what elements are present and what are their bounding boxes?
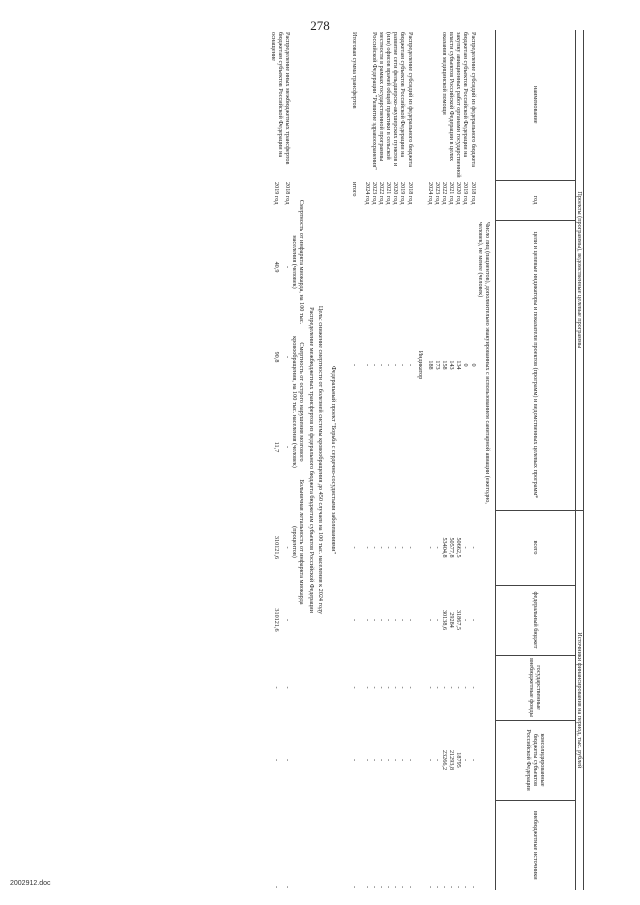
extra-cell: -	[350, 885, 358, 889]
extra-cell: -	[406, 885, 414, 889]
extra-cell: -	[426, 885, 434, 889]
regional-cell: -	[469, 758, 477, 762]
ind1-cell: -	[284, 265, 291, 269]
funds-cell: -	[455, 686, 463, 689]
indicator-hospital-lethality: Больничная летальность от инфаркта миокарда (процентов)	[291, 479, 306, 605]
indicator-text: Число лиц (пациентов), дополнительно эвакуированных с использованием санитарной авиации (ежегодно, человек), не менее (человек)	[476, 222, 491, 504]
goal-cell: -	[363, 363, 371, 367]
page-number: 278	[310, 18, 330, 33]
federal-cell: -	[385, 618, 393, 622]
funds-cell: -	[448, 686, 456, 689]
federal-cell: -	[434, 618, 441, 622]
federal-cell: 29284	[448, 612, 456, 628]
federal-cell: 31867,5	[455, 609, 463, 631]
year-cell: 2021 год	[385, 182, 393, 205]
year-cell: 2022 год	[441, 182, 449, 205]
regional-cell: -	[371, 758, 378, 762]
ind3-cell: -	[284, 445, 291, 449]
goal-cell: 134	[455, 360, 463, 370]
year-cell: итого	[350, 182, 358, 197]
funds-cell: -	[392, 686, 400, 689]
project-goal: Цель: снижение смертности от болезней системы кровообращения до 450 случаев на 100 тыс. населения к 2024 году	[317, 305, 325, 615]
goal-cell: -	[350, 363, 358, 367]
goal-cell: -	[392, 363, 400, 367]
goal-cell: 143	[448, 360, 456, 370]
extra-cell: -	[441, 885, 449, 889]
year-cell: 2023 год	[434, 182, 441, 205]
goal-cell: 158	[441, 360, 449, 370]
total-cell: 53404,8	[441, 537, 449, 558]
header-regional: консолидированные бюджеты субъектов Российской Федерации	[495, 720, 575, 800]
rotated-table-page	[24, 30, 584, 890]
goal-cell: 0	[469, 363, 477, 367]
block2-name: Распределение субсидий из федерального бюджета бюджетам субъектов Российской Федерации на развитие сети фельдшерско-акушерских пунктов и (или) офисов врачей общей практики в сельской местности в рамках государственной программы Российской Федерации "Развитие здравоохранения"	[371, 32, 414, 170]
indicator-stroke-mortality: Смертность от острого нарушения мозгового кровообращения, на 100 тыс. населения (человек)	[291, 336, 306, 468]
extra-cell: -	[455, 885, 463, 889]
year-cell: 2021 год	[448, 182, 456, 205]
regional-cell: 21293,8	[448, 749, 456, 771]
goal-cell: -	[371, 363, 378, 367]
federal-cell: -	[363, 618, 371, 622]
indicator-values	[280, 220, 291, 510]
federal-cell: 310121,6	[273, 608, 281, 632]
total-cell: -	[426, 546, 434, 549]
regional-cell: 18795	[455, 752, 463, 768]
ind2-cell: 90,8	[273, 351, 281, 363]
funds-cell: -	[371, 686, 378, 689]
funds-cell: -	[378, 686, 386, 689]
regional-cell: -	[385, 758, 393, 762]
goal-cell: -	[385, 363, 393, 367]
header-extra: внебюджетные источники	[495, 800, 575, 890]
goal-cell: 188	[426, 360, 434, 370]
federal-cell: -	[284, 618, 291, 622]
funds-cell: -	[406, 686, 414, 689]
total-cell: 50577,8	[448, 537, 456, 558]
funds-cell: -	[273, 686, 281, 689]
federal-cell: -	[406, 618, 414, 622]
federal-cell: -	[378, 618, 386, 622]
year-cell: 2019 год	[399, 182, 407, 205]
funds-cell: -	[441, 686, 449, 689]
goal-cell: 0	[462, 363, 470, 367]
funds-cell: -	[363, 686, 371, 689]
federal-cell: -	[371, 618, 378, 622]
extra-cell: -	[462, 885, 470, 889]
ind2-cell: -	[284, 355, 291, 359]
extra-cell: -	[371, 885, 378, 889]
funds-cell: -	[469, 686, 477, 689]
year-cell: 2023 год	[371, 182, 378, 205]
block1-name: Распределение субсидий из федерального бюджета бюджетам субъектов Российской Федерации на закупку авиационных работ органами государственной власти субъектов Российской Федерации в целях оказания медицинской помощи	[441, 32, 477, 178]
year-cell: 2020 год	[455, 182, 463, 205]
header-sources-group: Источники финансирования на период, тыс. рублей	[575, 510, 583, 890]
federal-cell: -	[392, 618, 400, 622]
project-title: Федеральный проект "Борьба с сердечно-сосудистыми заболеваниями"	[329, 366, 337, 555]
regional-cell: 23266,2	[441, 749, 449, 771]
regional-cell: -	[350, 758, 358, 762]
total-cell: -	[434, 546, 441, 549]
year-cell: 2018 год	[469, 182, 477, 205]
block3-name: Распределение иных межбюджетных трансфертов бюджетам субъектов Российской Федерации на оснащение	[269, 32, 291, 165]
extra-cell: -	[385, 885, 393, 889]
indicator-label: Индикатор	[416, 350, 424, 380]
federal-cell: 30138,6	[441, 609, 449, 631]
extra-cell: -	[448, 885, 456, 889]
regional-cell: -	[273, 758, 281, 762]
funds-cell: -	[284, 686, 291, 689]
year-cell: 2024 год	[363, 182, 371, 205]
total-cell: -	[392, 546, 400, 549]
year-cell: 2020 год	[392, 182, 400, 205]
ind3-cell: 11,7	[273, 441, 281, 453]
federal-cell: -	[350, 618, 358, 622]
total-cell: -	[469, 546, 477, 549]
project-distribution: Распределение межбюджетных трансфертов из федерального бюджета бюджетам субъектов Российской Федерации	[308, 307, 316, 613]
extra-cell: -	[363, 885, 371, 889]
extra-cell: -	[273, 885, 281, 889]
regional-cell: -	[462, 758, 470, 762]
regional-cell: -	[434, 758, 441, 762]
indicator-values	[270, 220, 281, 510]
regional-cell: -	[363, 758, 371, 762]
goal-cell: 173	[434, 360, 441, 370]
extra-cell: -	[469, 885, 477, 889]
header-name: наименование	[495, 30, 575, 180]
year-cell: 2018 год	[406, 182, 414, 205]
federal-cell: -	[469, 618, 477, 622]
indicator-mi-mortality: Смертность от инфаркта миокарда, на 100 тыс. населения (человек)	[291, 199, 306, 325]
header-federal: федеральный бюджет	[495, 585, 575, 655]
total-cell: 310121,6	[273, 535, 281, 560]
year-cell: 2019 год	[273, 182, 281, 205]
extra-cell: -	[399, 885, 407, 889]
indicators-header	[291, 192, 305, 612]
regional-cell: -	[284, 758, 291, 762]
header-goals: цели и целевые индикаторы и показатели проектов (программ) и ведомственных целевых программ*	[495, 220, 575, 510]
ind1-cell: 40,9	[273, 261, 281, 273]
total-cell: -	[385, 546, 393, 549]
total-cell: -	[378, 546, 386, 549]
financing-table	[270, 30, 584, 890]
total-cell: 50662,5	[455, 537, 463, 558]
extra-cell: -	[378, 885, 386, 889]
funds-cell: -	[399, 686, 407, 689]
federal-cell: -	[399, 618, 407, 622]
funds-cell: -	[385, 686, 393, 689]
funds-cell: -	[434, 686, 441, 689]
header-total: всего	[495, 510, 575, 585]
goal-cell: -	[399, 363, 407, 367]
total-cell: -	[406, 546, 414, 549]
extra-cell: -	[284, 885, 291, 889]
header-programs-group: Проекты (программы), ведомственные целевые программы	[575, 30, 583, 510]
regional-cell: -	[392, 758, 400, 762]
year-cell: 2018 год	[284, 182, 291, 205]
regional-cell: -	[406, 758, 414, 762]
regional-cell: -	[378, 758, 386, 762]
regional-cell: -	[399, 758, 407, 762]
goal-cell: -	[406, 363, 414, 367]
year-cell: 2022 год	[378, 182, 386, 205]
header-funds: государственные внебюджетные фонды	[495, 655, 575, 720]
total-cell: -	[350, 546, 358, 549]
federal-cell: -	[426, 618, 434, 622]
footer-doc-name: 2002912.doc	[10, 880, 51, 887]
total-cell: -	[363, 546, 371, 549]
federal-cell: -	[462, 618, 470, 622]
year-cell: 2024 год	[426, 182, 434, 205]
extra-cell: -	[434, 885, 441, 889]
header-year: год	[495, 180, 575, 220]
extra-cell: -	[392, 885, 400, 889]
goal-cell: -	[378, 363, 386, 367]
total-cell: -	[399, 546, 407, 549]
total-transfers-label: Итоговая сумма трансфертов	[350, 32, 358, 109]
total-cell: -	[371, 546, 378, 549]
funds-cell: -	[462, 686, 470, 689]
total-cell: -	[284, 546, 291, 549]
year-cell: 2019 год	[462, 182, 470, 205]
funds-cell: -	[426, 686, 434, 689]
funds-cell: -	[350, 686, 358, 689]
regional-cell: -	[426, 758, 434, 762]
total-cell: -	[462, 546, 470, 549]
